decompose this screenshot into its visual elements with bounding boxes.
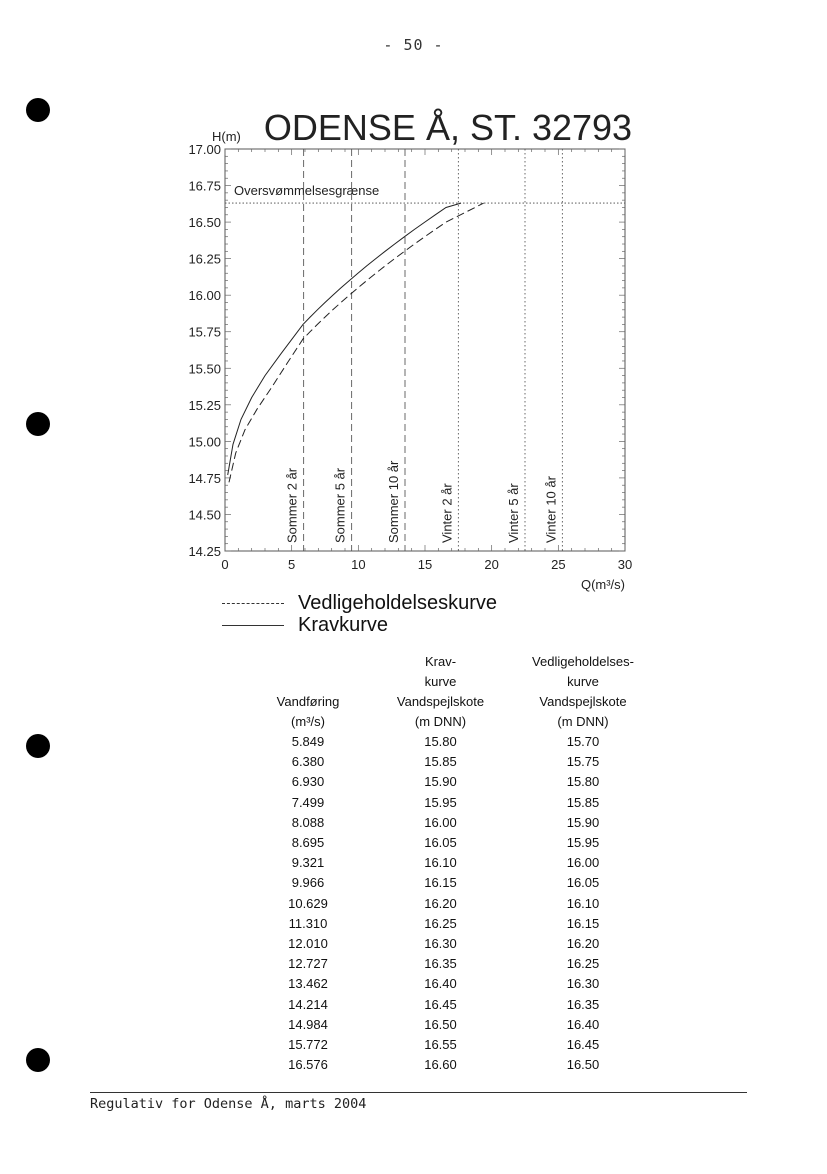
x-axis-label: Q(m³/s) [580,577,625,592]
y-tick-label: 17.00 [188,142,221,157]
x-tick-label: 10 [351,557,366,572]
chart-title: ODENSE Å, ST. 32793 [263,107,633,148]
table-group-header-krav: Krav- kurve [424,654,457,689]
marker-label: Sommer 2 år [284,467,300,543]
marker-label: Vinter 10 år [543,476,559,543]
cell-vedl-kote: 15.70 [566,734,600,749]
table-row [248,1035,653,1055]
flood-limit-label: Oversvømmelsesgrænse [234,183,380,199]
cell-vandforing: 16.576 [288,1057,328,1073]
cell-vedl-kote: 15.85 [566,794,600,810]
cell-krav-kote: 16.35 [424,956,457,972]
cell-vedl-kote: 16.05 [566,875,600,891]
table-group-header-vedl: Vedligeholdelses- kurve [532,654,634,689]
dashed-line-swatch [222,603,284,604]
column-header-vedl-kote: Vandspejlskote (m DNN) [539,694,627,729]
y-tick-label: 15.75 [188,324,221,340]
cell-vedl-kote: 16.10 [566,895,600,911]
cell-vandforing: 11.310 [288,915,328,931]
legend-item-kravkurve [222,614,497,636]
table-row [248,914,653,934]
cell-krav-kote: 16.25 [424,915,457,931]
table-row [248,974,653,994]
cell-vandforing: 5.849 [291,734,325,749]
table-row [248,954,653,974]
cell-krav-kote: 16.10 [424,855,457,871]
table-row [248,934,653,954]
marker-label: Sommer 10 år [386,460,401,543]
legend-label: Vedligeholdelseskurve [298,591,498,614]
cell-vedl-kote: 16.20 [566,936,600,952]
footer-text: Regulativ for Odense Å, marts 2004 [90,1096,367,1112]
cell-krav-kote: 16.45 [424,996,457,1012]
footer-divider [90,1092,747,1093]
table-row [248,1015,653,1035]
y-tick-label: 15.25 [188,397,221,413]
cell-krav-kote: 15.95 [424,794,457,810]
cell-krav-kote: 15.80 [424,734,457,749]
table-row [248,1055,653,1075]
column-header-krav-kote: Vandspejlskote (m DNN) [396,694,485,729]
cell-krav-kote: 16.40 [424,976,457,992]
cell-vandforing: 13.462 [288,976,328,992]
punch-hole-4 [26,1048,50,1072]
cell-vandforing: 8.088 [291,814,325,830]
y-tick-label: 15.00 [188,434,221,450]
punch-hole-3 [26,734,50,758]
cell-krav-kote: 16.30 [424,936,457,952]
cell-vandforing: 6.930 [291,774,325,790]
table-row [248,894,653,914]
table-row [248,995,653,1015]
y-tick-label: 15.50 [188,361,221,377]
y-tick-label: 14.75 [188,470,221,486]
column-header-vandforing: Vandføring (m³/s) [276,694,340,729]
cell-vedl-kote: 15.90 [566,814,600,830]
cell-krav-kote: 15.90 [424,774,457,790]
cell-krav-kote: 16.15 [424,875,457,891]
y-tick-label: 14.25 [188,544,221,559]
x-tick-label: 0 [221,557,229,572]
cell-krav-kote: 16.05 [424,835,457,851]
table-row [248,793,653,813]
cell-krav-kote: 16.55 [424,1037,457,1053]
kravkurve-line [228,203,461,475]
table-row [248,752,653,772]
marker-label: Sommer 5 år [332,467,348,543]
table-group-header-row [248,652,653,692]
x-tick-label: 15 [417,557,433,572]
y-tick-label: 14.50 [188,507,221,523]
legend-label: Kravkurve [298,613,389,636]
cell-vedl-kote: 16.50 [566,1057,600,1073]
cell-vandforing: 14.984 [288,1016,328,1032]
x-tick-label: 25 [551,557,566,572]
cell-vedl-kote: 15.80 [566,774,600,790]
cell-vandforing: 15.772 [288,1037,328,1053]
table-row [248,732,653,752]
chart-legend [222,592,497,636]
cell-vedl-kote: 16.30 [566,976,600,992]
cell-vandforing: 7.499 [291,794,325,810]
x-tick-label: 5 [288,557,296,572]
cell-vandforing: 14.214 [288,996,328,1012]
table-row [248,833,653,853]
y-tick-label: 16.00 [188,288,221,304]
table-header-blank [248,652,368,692]
table-header-row [248,692,653,732]
y-axis-label: H(m) [212,129,241,144]
water-level-table [248,652,653,1075]
cell-krav-kote: 16.20 [424,895,457,911]
cell-vedl-kote: 16.40 [566,1016,600,1032]
table-row [248,873,653,893]
y-tick-label: 16.50 [188,215,221,231]
cell-vedl-kote: 16.00 [566,855,600,871]
x-tick-label: 20 [484,557,499,572]
cell-krav-kote: 16.60 [424,1057,457,1073]
cell-vedl-kote: 15.95 [566,835,600,851]
cell-krav-kote: 15.85 [424,754,457,770]
cell-vedl-kote: 15.75 [566,754,600,770]
cell-vedl-kote: 16.25 [566,956,600,972]
y-tick-label: 16.25 [188,251,221,267]
cell-vedl-kote: 16.35 [566,996,600,1012]
cell-vandforing: 12.727 [288,956,328,972]
solid-line-swatch [222,625,284,626]
cell-vandforing: 8.695 [291,835,325,851]
cell-vandforing: 9.321 [291,855,325,871]
x-tick-label: 30 [617,557,633,572]
cell-vandforing: 12.010 [288,936,328,952]
page-number: - 50 - [383,36,444,54]
cell-vedl-kote: 16.45 [566,1037,600,1053]
legend-item-vedligeholdelseskurve [222,592,497,614]
cell-krav-kote: 16.00 [424,814,457,830]
cell-vandforing: 9.966 [291,875,325,891]
cell-vandforing: 10.629 [288,895,328,911]
cell-krav-kote: 16.50 [424,1016,457,1032]
vedligeholdelseskurve-line [229,203,484,482]
table-row [248,813,653,833]
table-row [248,853,653,873]
cell-vandforing: 6.380 [291,754,325,770]
table-row [248,772,653,792]
cell-vedl-kote: 16.15 [566,915,600,931]
y-tick-label: 16.75 [188,178,221,194]
marker-label: Vinter 2 år [439,483,455,543]
marker-label: Vinter 5 år [506,483,521,543]
